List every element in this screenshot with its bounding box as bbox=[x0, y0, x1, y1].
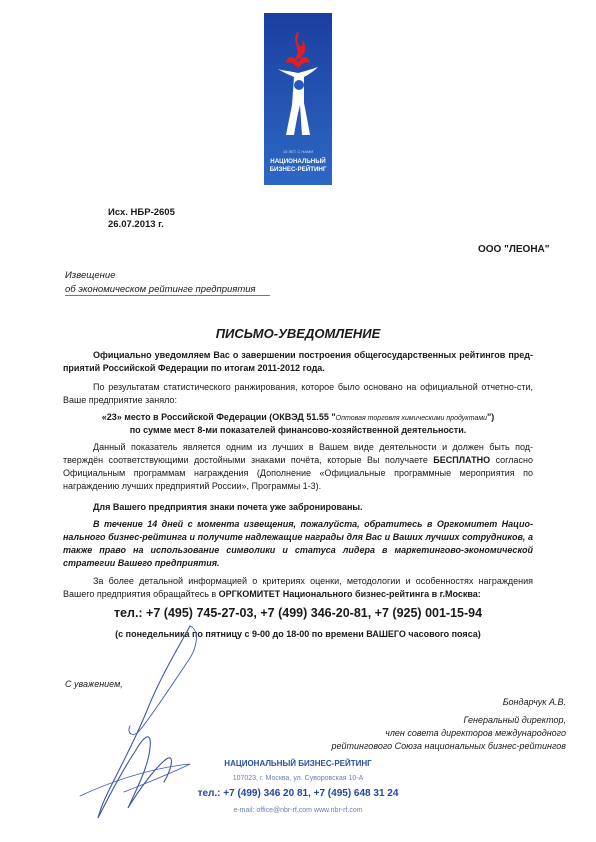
footer-address: 107023, г. Москва, ул. Суворовская 10-А bbox=[232, 775, 364, 782]
paragraph-deadline: В течение 14 дней с момента извещения, пожалуйста, обратитесь в Оргкомитет Нацио-нального бизнес-рейтинга и получите надлежащие награды для Вас и Ваших лучших сотрудников, а также право на использование символики и статуса лидера в маркетингово-экономической стратегии Вашего предприятия. bbox=[63, 519, 533, 568]
logo-caption-small: 15 ЛЕТ С НАМИ bbox=[282, 149, 314, 154]
signer-title-board: член совета директоров международного bbox=[385, 728, 566, 738]
okved-description: Оптовая торговля химическими продуктами bbox=[335, 415, 488, 422]
contact-phones: тел.: +7 (495) 745-27-03, +7 (499) 346-20-81, +7 (925) 001-15-94 bbox=[113, 606, 483, 620]
letter-heading: ПИСЬМО-УВЕДОМЛЕНИЕ bbox=[215, 326, 381, 341]
footer-contacts: e-mail: office@nbr-rf.com www.nbr-rf.com bbox=[233, 807, 363, 814]
paragraph-ranking-intro: По результатам статистического ранжирования, которое было основано на официальной отчетно-сти, Ваше предприятие заняло: bbox=[63, 382, 533, 405]
signer-title-union: рейтингового Союза национальных бизнес-рейтингов bbox=[331, 741, 566, 751]
ranking-place: «23» место в Российской Федерации (ОКВЭД 51.55 " bbox=[101, 412, 336, 422]
notice-underline bbox=[65, 295, 270, 296]
working-hours: (с понедельника по пятницу с 9-00 до 18-00 по времени ВАШЕГО часового пояса) bbox=[115, 629, 481, 639]
paragraph-completion: Официально уведомляем Вас о завершении построения общегосударственных рейтингов пред-приятий Российской Федерации по итогам 2011-2012 года. bbox=[63, 350, 533, 373]
ranking-result bbox=[63, 411, 533, 425]
notice-subject: об экономическом рейтинге предприятия bbox=[65, 284, 256, 295]
organizing-committee: ОРГКОМИТЕТ Национального бизнес-рейтинга в г.Москва: bbox=[218, 589, 481, 599]
ranking-close-quote: ") bbox=[487, 412, 495, 422]
notice-label: Извещение bbox=[65, 270, 116, 281]
closing-regards: С уважением, bbox=[65, 679, 123, 689]
contact-intro: За более детальной информацией о критериях оценки, методологии и особенностях награждения Вашего предприятия обращайтесь в bbox=[63, 576, 533, 599]
footer-phones: тел.: +7 (499) 346 20 81, +7 (495) 648 31 24 bbox=[197, 788, 399, 799]
free-of-charge: БЕСПЛАТНО bbox=[433, 455, 491, 465]
paragraph-reserved: Для Вашего предприятия знаки почета уже забронированы. bbox=[93, 502, 363, 512]
ranking-basis: по сумме мест 8-ми показателей финансово-хозяйственной деятельности. bbox=[129, 425, 467, 435]
letter-date: 26.07.2013 г. bbox=[108, 219, 164, 230]
logo-caption-line1: НАЦИОНАЛЬНЫЙ bbox=[270, 158, 326, 165]
footer-organization: НАЦИОНАЛЬНЫЙ БИЗНЕС-РЕЙТИНГ bbox=[224, 759, 372, 768]
awards-text: Данный показатель является одним из лучших в Вашем виде деятельности и должен быть под-тверждён соответствующими достойными знаками почёта, которые Вы получаете bbox=[63, 442, 533, 465]
paragraph-contact bbox=[63, 575, 533, 601]
awards-program-text: согласно Официальным программам награждения (Дополнение «Официальные программные мероприятия по награждению лучших предприятий России», Программы 1-3). bbox=[63, 455, 533, 491]
paragraph-awards bbox=[63, 441, 533, 493]
reference-number: Исх. НБР-2605 bbox=[108, 207, 175, 218]
logo-caption-line2: БИЗНЕС-РЕЙТИНГ bbox=[269, 166, 327, 173]
signer-name: Бондарчук А.В. bbox=[502, 697, 566, 707]
national-business-rating-logo bbox=[264, 13, 332, 185]
signer-title: Генеральный директор, bbox=[463, 715, 566, 725]
recipient: ООО "ЛЕОНА" bbox=[478, 244, 550, 255]
